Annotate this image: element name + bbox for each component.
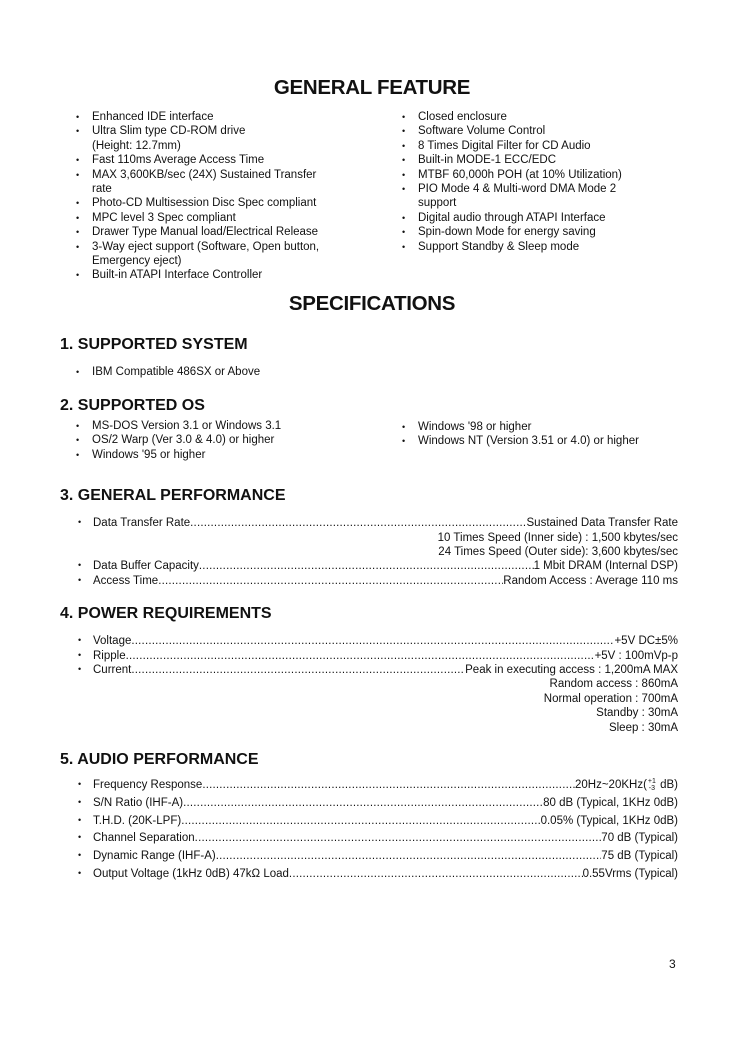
spec-label: Access Time — [93, 575, 159, 587]
bullet: • — [78, 664, 82, 674]
list-item: • Windows '98 or higher — [402, 420, 702, 434]
output-voltage-row — [93, 867, 678, 882]
spec-value: +5V DC±5% — [614, 635, 678, 647]
spec-value: 1 Mbit DRAM (Internal DSP) — [533, 560, 678, 572]
list-item: • Ultra Slim type CD-ROM drive (Height: 12.7mm) — [76, 124, 376, 153]
leader-dots — [183, 796, 543, 811]
current-normal-line: Normal operation : 700mA — [543, 693, 678, 705]
section-heading-general-performance: 3. GENERAL PERFORMANCE — [60, 487, 286, 504]
spec-value: Sustained Data Transfer Rate — [526, 517, 678, 529]
spec-value: Random Access : Average 110 ms — [503, 575, 678, 587]
spec-label: Data Buffer Capacity — [93, 560, 199, 572]
leader-dots — [190, 516, 526, 531]
bullet: • — [78, 575, 82, 585]
supported-os-right-list — [402, 420, 702, 449]
bullet: • — [78, 560, 82, 570]
section-heading-audio-performance: 5. AUDIO PERFORMANCE — [60, 751, 259, 768]
leader-dots — [131, 663, 465, 678]
list-item: • Photo-CD Multisession Disc Spec compliant — [76, 196, 376, 210]
leader-dots — [199, 559, 534, 574]
specifications-title: SPECIFICATIONS — [288, 292, 456, 315]
list-item: • Spin-down Mode for energy saving — [402, 225, 702, 239]
list-item: • Windows '95 or higher — [76, 448, 376, 462]
sn-ratio-row — [93, 796, 678, 811]
frequency-response-row — [93, 778, 678, 793]
bullet: • — [78, 815, 82, 825]
tolerance-plus: +1 — [647, 778, 656, 785]
spec-value: 0.05% (Typical, 1KHz 0dB) — [540, 815, 678, 827]
bullet: • — [78, 650, 82, 660]
spec-value — [575, 778, 678, 793]
current-random-line: Random access : 860mA — [549, 678, 678, 690]
spec-value: 70 dB (Typical) — [601, 832, 678, 844]
list-item: • Enhanced IDE interface — [76, 110, 376, 124]
spec-label: Frequency Response — [93, 779, 203, 792]
list-item: • MAX 3,600KB/sec (24X) Sustained Transfer rate — [76, 168, 376, 197]
page-number: 3 — [669, 957, 676, 971]
bullet: • — [78, 832, 82, 842]
spec-value: 75 dB (Typical) — [601, 850, 678, 862]
bullet: • — [78, 779, 82, 789]
leader-dots — [216, 849, 602, 864]
dynamic-range-row — [93, 849, 678, 864]
freq-value-suffix: dB) — [656, 779, 678, 792]
list-item: • Software Volume Control — [402, 124, 702, 138]
list-item: • Closed enclosure — [402, 110, 702, 124]
current-row — [93, 663, 678, 678]
spec-value: Peak in executing access : 1,200mA MAX — [465, 664, 678, 676]
bullet: • — [78, 868, 82, 878]
list-item: • Built-in MODE-1 ECC/EDC — [402, 153, 702, 167]
section-heading-power-requirements: 4. POWER REQUIREMENTS — [60, 605, 272, 622]
leader-dots — [181, 814, 540, 829]
ripple-row — [93, 649, 678, 664]
data-buffer-row — [93, 559, 678, 574]
access-time-row — [93, 574, 678, 589]
transfer-inner-line: 10 Times Speed (Inner side) : 1,500 kbytes/sec — [437, 532, 678, 544]
list-item: • 8 Times Digital Filter for CD Audio — [402, 139, 702, 153]
list-item: • Fast 110ms Average Access Time — [76, 153, 376, 167]
list-item: • Drawer Type Manual load/Electrical Release — [76, 225, 376, 239]
section-heading-supported-system: 1. SUPPORTED SYSTEM — [60, 336, 248, 353]
bullet: • — [78, 635, 82, 645]
leader-dots — [126, 649, 595, 664]
spec-label: Voltage — [93, 635, 132, 647]
list-item: • OS/2 Warp (Ver 3.0 & 4.0) or higher — [76, 433, 376, 447]
list-item: • Windows NT (Version 3.51 or 4.0) or higher — [402, 434, 702, 448]
list-item: • MPC level 3 Spec compliant — [76, 211, 376, 225]
spec-label: Data Transfer Rate — [93, 517, 191, 529]
general-feature-left-list — [76, 110, 376, 283]
channel-separation-row — [93, 831, 678, 846]
current-standby-line: Standby : 30mA — [596, 707, 678, 719]
bullet: • — [78, 797, 82, 807]
list-item: • MS-DOS Version 3.1 or Windows 3.1 — [76, 419, 376, 433]
spec-label: Dynamic Range (IHF-A) — [93, 850, 216, 862]
general-feature-title: GENERAL FEATURE — [273, 76, 471, 99]
leader-dots — [202, 778, 575, 793]
spec-label: Output Voltage (1kHz 0dB) 47kΩ Load — [93, 868, 289, 880]
spec-label: Current — [93, 664, 132, 676]
spec-label: T.H.D. (20K-LPF) — [93, 815, 182, 827]
current-sleep-line: Sleep : 30mA — [608, 722, 678, 734]
transfer-outer-line: 24 Times Speed (Outer side): 3,600 kbytes/sec — [438, 546, 678, 558]
spec-label: Channel Separation — [93, 832, 195, 844]
leader-dots — [158, 574, 503, 589]
freq-value-prefix: 20Hz~20KHz( — [575, 779, 647, 792]
leader-dots — [289, 867, 583, 882]
leader-dots — [131, 634, 614, 649]
leader-dots — [195, 831, 602, 846]
list-item: • 3-Way eject support (Software, Open button, Emergency eject) — [76, 240, 376, 269]
general-feature-right-list — [402, 110, 702, 254]
bullet: • — [78, 517, 82, 527]
spec-label: S/N Ratio (IHF-A) — [93, 797, 184, 809]
list-item: • PIO Mode 4 & Multi-word DMA Mode 2 support — [402, 182, 702, 211]
supported-system-list — [76, 365, 476, 379]
list-item: • MTBF 60,000h POH (at 10% Utilization) — [402, 168, 702, 182]
section-heading-supported-os: 2. SUPPORTED OS — [60, 397, 205, 414]
data-transfer-rate-row — [93, 516, 678, 531]
bullet: • — [78, 850, 82, 860]
voltage-row — [93, 634, 678, 649]
tolerance-stack — [648, 778, 656, 792]
tolerance-minus: -3 — [648, 785, 656, 792]
spec-value: 0.55Vrms (Typical) — [582, 868, 678, 880]
thd-row — [93, 814, 678, 829]
supported-os-left-list — [76, 419, 376, 462]
list-item: • IBM Compatible 486SX or Above — [76, 365, 476, 379]
spec-value: +5V : 100mVp-p — [594, 650, 678, 662]
spec-label: Ripple — [93, 650, 126, 662]
list-item: • Built-in ATAPI Interface Controller — [76, 268, 376, 282]
spec-value: 80 dB (Typical, 1KHz 0dB) — [543, 797, 678, 809]
list-item: • Digital audio through ATAPI Interface — [402, 211, 702, 225]
list-item: • Support Standby & Sleep mode — [402, 240, 702, 254]
